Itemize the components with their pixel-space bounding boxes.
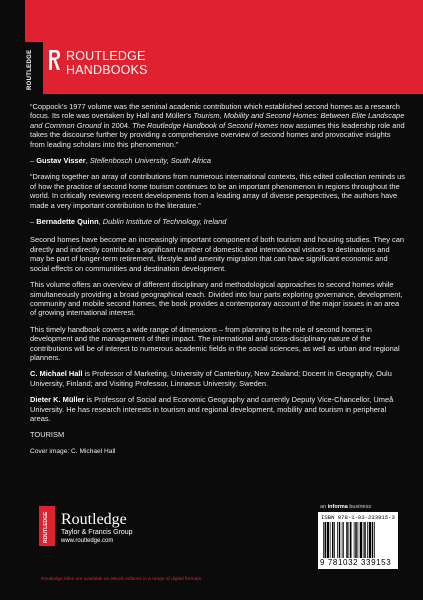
barcode-bar xyxy=(349,522,350,558)
barcode-bar xyxy=(332,522,334,558)
isbn-barcode xyxy=(318,512,398,569)
subject-category: TOURISM xyxy=(30,430,65,440)
barcode-bar xyxy=(334,522,335,558)
routledge-brand-mark-icon xyxy=(39,506,55,546)
barcode-bar xyxy=(339,522,341,558)
barcode-bar xyxy=(343,522,344,558)
barcode-bar xyxy=(358,522,359,558)
barcode-bar xyxy=(369,522,371,558)
publisher-text xyxy=(61,512,133,545)
barcode-bar xyxy=(372,522,374,558)
back-cover-text xyxy=(30,102,405,463)
barcode-bar xyxy=(323,522,324,558)
barcode-bar xyxy=(374,522,375,558)
description-paragraph-1: Second homes have become an increasingly important component of both tourism and housing studies. They can directly and indirectly contribute a significant number of domestic and international visitors to destinations and may be part of longer-term retirement, lifestyle and amenity migration that can have significant economic and social effects on communities and destination development. xyxy=(30,235,405,273)
brand-vertical-text: ROUTLEDGE xyxy=(27,49,33,90)
publisher-group: Taylor & Francis Group xyxy=(61,529,133,536)
quote-1: “Coppock’s 1977 volume was the seminal academic contribution which established second homes as a research focus. Its role was overtaken by Hall and Müller’s Tourism, Mobility and Second Homes: Between Elite Landscape and Common Ground in 2004. The Routledge Handbook of Second Homes now assumes this leadership role and takes the discourse further by providing a comprehensive overview of second homes and provocative insights from leading scholars into this phenomenon.” xyxy=(30,102,405,149)
description-paragraph-2: This volume offers an overview of different disciplinary and methodological approaches to second homes while simultaneously providing a broad geographical reach. Divided into four parts exploring governance, development, community and mobile second homes, the book provides a contemporary account of the major issues in an area of growing international interest. xyxy=(30,280,403,318)
quote-1-attribution: – Gustav Visser, Stellenbosch University, South Africa xyxy=(30,156,211,166)
barcode-bar xyxy=(342,522,343,558)
editor-bio-1: C. Michael Hall is Professor of Marketing, University of Canterbury, New Zealand; Docent in Geography, Oulu University, Finland; and Visiting Professor, Linnaeus University, Sweden. xyxy=(30,369,392,388)
cover-credit: Cover image: C. Michael Hall xyxy=(30,447,116,455)
publisher-vertical-text: ROUTLEDGE xyxy=(43,511,49,543)
quote-2: “Drawing together an array of contributions from numerous international contexts, this edited collection reminds us of how the practice of second home tourism continues to be an important phenomenon in regions throughout the world. In critically reviewing recent developments from a leading array of diverse perspectives, the authors have made a very important contribution to the literature.” xyxy=(30,172,405,210)
barcode-bar xyxy=(330,522,331,558)
barcode-bar xyxy=(325,522,327,558)
series-title xyxy=(66,49,148,77)
ebook-note: Routledge titles are available as eBook editions in a range of digital formats xyxy=(41,577,201,582)
barcode-bar xyxy=(354,522,355,558)
description-paragraph-3: This timely handbook covers a wide range of dimensions – from planning to the role of second homes in development and the management of their impact. The international and cross-disciplinary nature of the contributions will be of interest to numerous academic fields in the social sciences, as well as urban and regional planners. xyxy=(30,324,400,362)
series-banner xyxy=(25,0,423,94)
quote-2-attribution: – Bernadette Quinn, Dublin Institute of Technology, Ireland xyxy=(30,217,227,227)
editor-bio-2: Dieter K. Müller is Professor of Social and Economic Geography and currently Deputy Vice-Chancellor, Umeå University. He has research interests in tourism and regional development, mobility and tourism in peripheral areas. xyxy=(30,395,394,423)
barcode-bar xyxy=(355,522,357,558)
publisher-url: www.routledge.com xyxy=(61,538,114,544)
barcode-bar xyxy=(346,522,348,558)
barcode-bar xyxy=(350,522,352,558)
barcode-bar xyxy=(327,522,329,558)
barcode-bar xyxy=(363,522,364,558)
barcode-bar xyxy=(360,522,362,558)
barcode-bar xyxy=(337,522,338,558)
series-title-line2: HANDBOOKS xyxy=(66,63,148,77)
publisher-name: Routledge xyxy=(61,511,127,528)
barcode-bar xyxy=(367,522,368,558)
barcode-bar xyxy=(364,522,366,558)
informa-business-label: an informa business xyxy=(320,504,372,510)
routledge-r-logo-icon xyxy=(47,48,62,72)
brand-strip xyxy=(25,42,43,94)
series-title-line1: ROUTLEDGE xyxy=(66,49,146,63)
barcode-bars-icon xyxy=(323,522,393,558)
isbn-number: 9 781032 339153 xyxy=(320,558,392,567)
isbn-label: ISBN 978-1-03-233915-3 xyxy=(321,514,395,521)
